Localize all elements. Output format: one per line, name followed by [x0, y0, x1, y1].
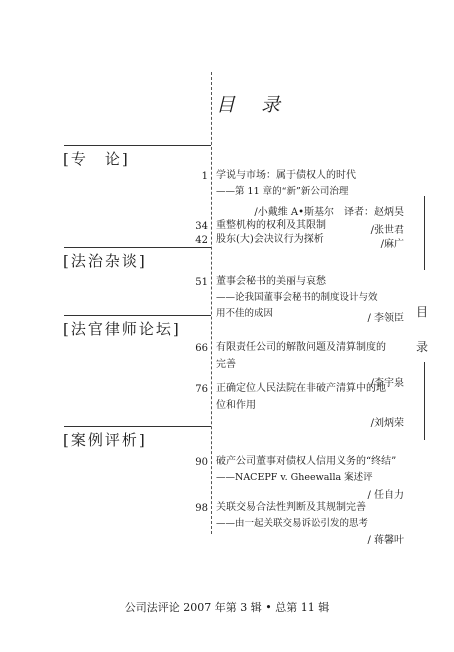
article-subtitle: ——NACEPF v. Gheewalla 案述评 [216, 472, 373, 483]
page-number[interactable]: 66 [195, 343, 208, 354]
section-divider [64, 145, 211, 146]
article-author: / 任自力 [367, 490, 404, 501]
article-title[interactable]: 位和作用 [216, 400, 256, 411]
toc-title: 目 录 [216, 94, 291, 116]
page-number[interactable]: 51 [195, 277, 208, 288]
page-number[interactable]: 42 [195, 235, 208, 246]
side-label-mu: 目 [416, 305, 429, 319]
section-label-faguanlvshi: [法官律师论坛] [63, 320, 181, 338]
article-author: /张世君 [370, 225, 404, 236]
article-author: /李宇泉 [370, 378, 404, 389]
page-number[interactable]: 90 [195, 457, 208, 468]
article-author: / 李领臣 [367, 313, 404, 324]
section-divider [64, 426, 211, 427]
article-subtitle: 用不佳的成因 [216, 308, 274, 319]
article-subtitle: ——由一起关联交易诉讼引发的思考 [216, 518, 369, 529]
section-label-zhuanlun: [专 论] [63, 150, 130, 168]
journal-footer: 公司法评论 2007 年第 3 辑 • 总第 11 辑 [124, 601, 330, 614]
side-rule [424, 362, 425, 440]
section-label-fazhizatan: [法治杂谈] [63, 252, 147, 270]
side-label-lu: 录 [416, 340, 429, 354]
page-number[interactable]: 76 [195, 384, 208, 395]
article-subtitle: ——论我国董事会秘书的制度设计与效 [216, 292, 378, 303]
center-divider [211, 72, 212, 534]
page-number[interactable]: 34 [195, 221, 208, 232]
article-author: /麻广 [380, 239, 404, 250]
article-author: /刘炳荣 [370, 418, 404, 429]
side-rule [424, 196, 425, 270]
page-number[interactable]: 98 [195, 503, 208, 514]
article-title[interactable]: 股东(大)会决议行为探析 [216, 234, 324, 245]
article-title[interactable]: 破产公司董事对债权人信用义务的“终结” [216, 456, 397, 467]
article-title[interactable]: 正确定位人民法院在非破产清算中的地 [216, 383, 386, 394]
article-title[interactable]: 学说与市场：属于债权人的时代 [216, 170, 356, 181]
article-title[interactable]: 有限责任公司的解散问题及清算制度的 [216, 342, 386, 353]
article-title[interactable]: 重整机构的权利及其限制 [216, 220, 326, 231]
section-divider [64, 315, 211, 316]
article-subtitle: ——第 11 章的“新”新公司治理 [216, 186, 349, 197]
article-title[interactable]: 董事会秘书的美丽与哀愁 [216, 276, 326, 287]
article-title[interactable]: 完善 [216, 359, 236, 370]
section-divider [64, 247, 211, 248]
article-author: /小戴维 A•斯基尔 译者：赵炳昊 [254, 207, 404, 218]
article-author: / 蒋馨叶 [367, 535, 404, 546]
section-label-anlipingxi: [案例评析] [63, 431, 147, 449]
article-title[interactable]: 关联交易合法性判断及其规制完善 [216, 502, 366, 513]
page-number[interactable]: 1 [201, 171, 208, 182]
